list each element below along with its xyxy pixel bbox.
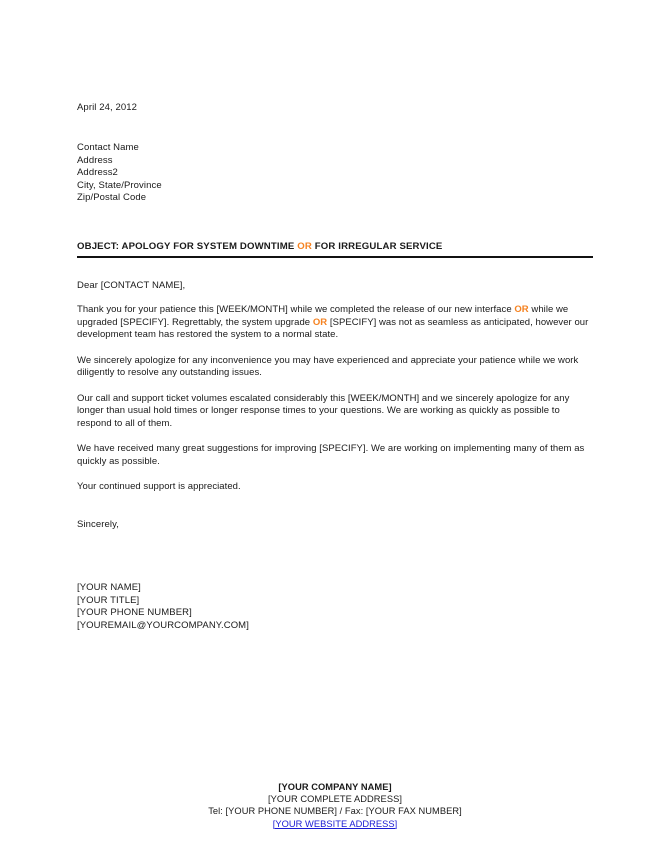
p1-or-token-2: OR [312,316,328,328]
p1-or-token-1: OR [514,304,529,315]
closing-line: Sincerely, [77,519,120,530]
p1-segment-c: [SPECIFY] was not as seamless as anticipated, however our development team has restored the system to a normal state. [77,316,589,341]
letter-body [77,304,593,507]
object-or-token: OR [297,241,312,252]
body-paragraph-3: Our call and support ticket volumes escalated considerably this [WEEK/MONTH] and we sincerely apologize for any longer than usual hold times or longer response times to your questions. We are working as quickly as possible to respond to all of them. [77,392,570,429]
footer-contact: Tel: [YOUR PHONE NUMBER] / Fax: [YOUR FAX NUMBER] [208,806,462,817]
date-line: April 24, 2012 [77,102,138,113]
footer-website-text[interactable]: [YOUR WEBSITE ADDRESS] [272,818,398,829]
body-paragraph-5: Your continued support is appreciated. [77,481,241,493]
footer-address: [YOUR COMPLETE ADDRESS] [268,794,402,805]
body-paragraph-4: We have received many great suggestions for improving [SPECIFY]. We are working on implementing many of them as quickly as possible. [77,443,585,467]
salutation-line: Dear [CONTACT NAME], [77,280,186,291]
page-footer [0,781,670,830]
body-paragraph-1 [77,304,593,342]
object-horizontal-rule [77,256,593,258]
p1-segment-a: Thank you for your patience this [WEEK/MONTH] while we completed the release of our new interface [77,304,512,315]
object-subject-line [77,241,593,252]
recipient-contact-name: Contact Name [77,142,139,153]
footer-website-link[interactable] [0,818,670,830]
signature-email: [YOUREMAIL@YOURCOMPANY.COM] [77,619,249,631]
footer-company-name: [YOUR COMPANY NAME] [278,782,392,792]
body-paragraph-2: We sincerely apologize for any inconvenience you may have experienced and appreciate your patience while we work diligently to resolve any outstanding issues. [77,354,579,379]
p1-segment-b: while we upgraded [SPECIFY]. Regrettably, the system upgrade [77,304,569,328]
object-text-part2: FOR IRREGULAR SERVICE [314,241,443,252]
signature-phone: [YOUR PHONE NUMBER] [77,607,192,619]
object-text-part1: OBJECT: APOLOGY FOR SYSTEM DOWNTIME [77,241,295,252]
recipient-address2: Address2 [77,167,118,179]
recipient-address1: Address [77,154,113,166]
signature-title: [YOUR TITLE] [77,594,140,606]
recipient-postal-code: Zip/Postal Code [77,192,147,204]
recipient-city-state: City, State/Province [77,179,162,191]
signature-name: [YOUR NAME] [77,582,141,593]
signature-block [77,582,249,632]
recipient-address-block [77,142,162,205]
